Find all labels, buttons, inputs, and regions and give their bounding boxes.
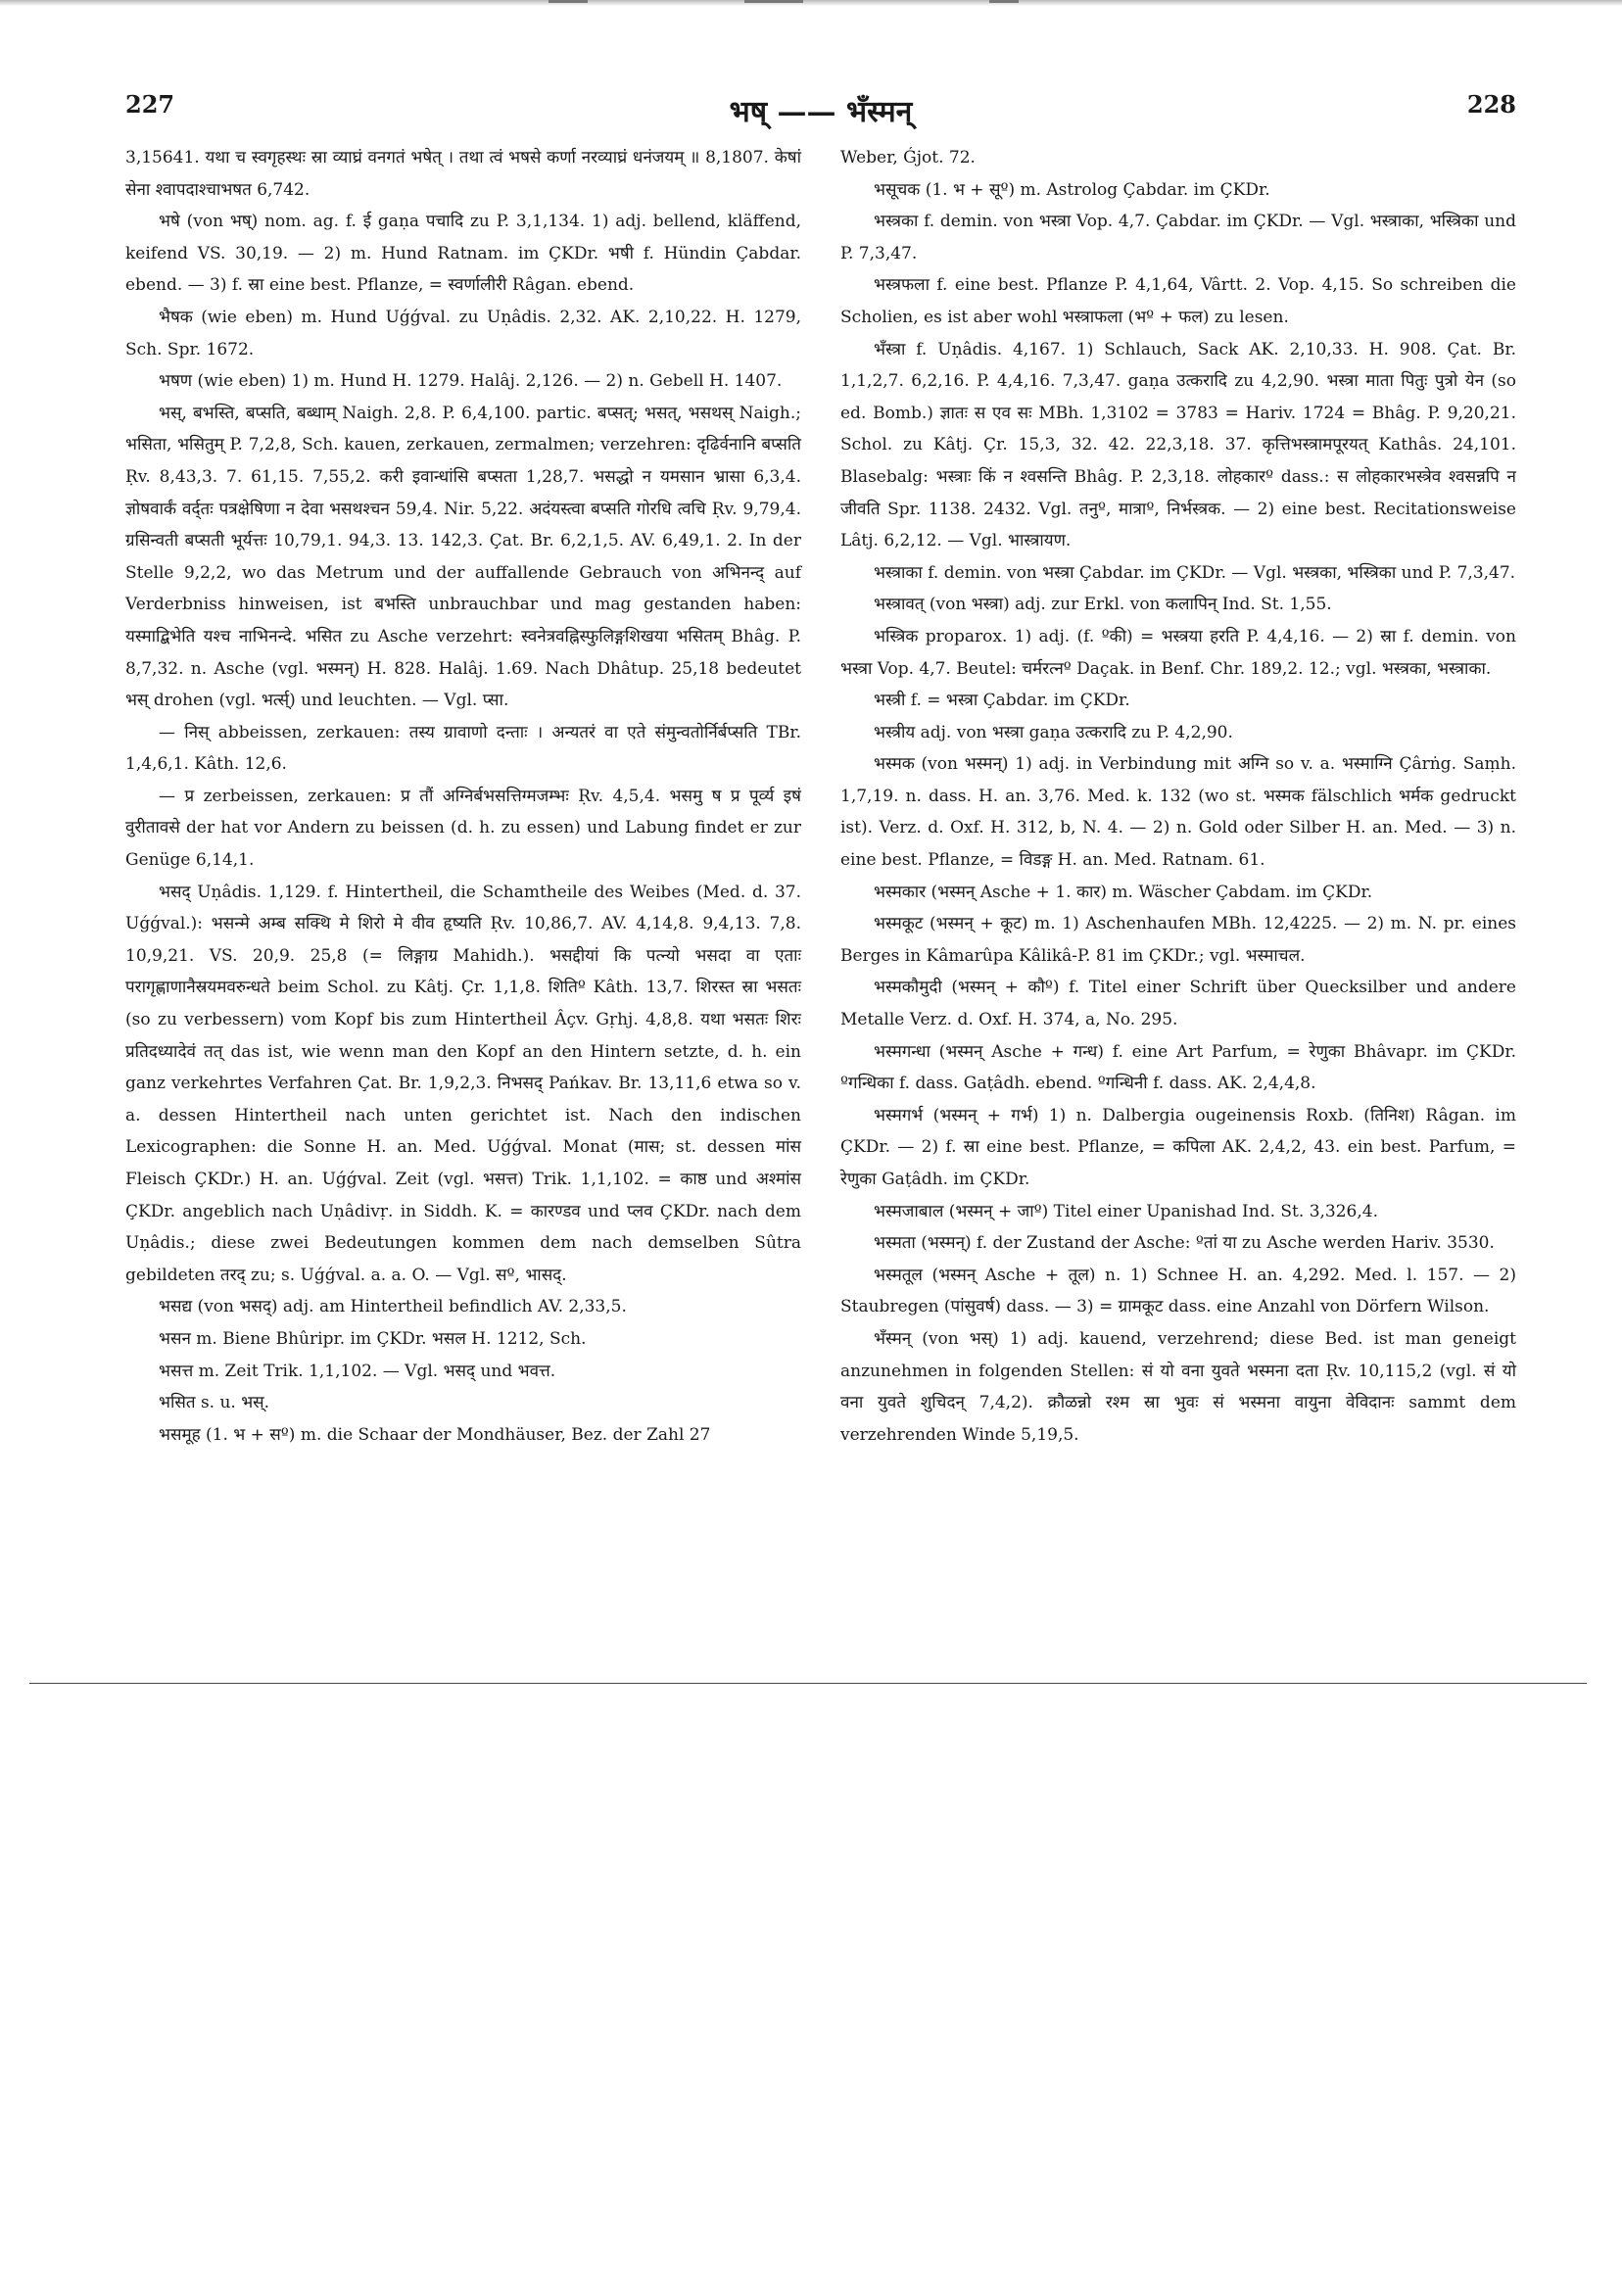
entry-text: भस्मकार (भस्मन् Asche + 1. कार) m. Wäscher Çabdam. im ÇKDr. — [874, 882, 1373, 902]
entry-text: भैषक (wie eben) m. Hund Uǵǵval. zu Uṇâdis. 2,32. AK. 2,10,22. H. 1279, Sch. Spr. 1672. — [125, 307, 801, 359]
page-number-left: 227 — [125, 90, 175, 119]
entry-text: भस्त्रावत् (von भस्त्रा) adj. zur Erkl. von कलापिन् Ind. St. 1,55. — [874, 595, 1332, 615]
entry-text: भसद् Uṇâdis. 1,129. f. Hintertheil, die Schamtheile des Weibes (Med. d. 37. Uǵǵval.): भसन्मे अम्ब सक्थि मे शिरो मे वीव हृष्यति Ṛv. 10,86,7. AV. 4,14,8. 9,4,13. 7,8. 10,9,21. VS. 20,9. 25,8 (= लिङ्गाग्र Mahidh.). भसद्दीयां कि पत्न्यो भसदा वा एताः परागृह्णाणानैस्रयमवरुन्धते beim Schol. zu Kâtj. Çr. 1,1,8. शितिº Kâth. 13,7. शिरस्त स्रा भसतः (so zu verbessern) vom Kopf bis zum Hintertheil Âçv. Gṛhj. 4,8,8. यथा भसतः शिरः प्रतिदध्यादेवं तत् das ist, wie wenn man den Kopf an den Hintern setzte, d. h. ein ganz verkehrtes Verfahren Çat. Br. 1,9,2,3. निभसद् Pańkav. Br. 13,11,6 etwa so v. a. dessen Hintertheil nach unten gerichtet ist. Nach den indischen Lexicographen: die Sonne H. an. Med. Uǵǵval. Monat (मास; st. dessen मांस Fleisch ÇKDr.) H. an. Uǵǵval. Zeit (vgl. भसत्त) Trik. 1,1,102. = काष्ठ und अश्मांस ÇKDr. angeblich nach Uṇâdivṛ. in Siddh. K. = कारण्डव und प्लव ÇKDr. nach dem Uṇâdis.; diese zwei Bedeutungen kommen dem nach demselben Sûtra gebildeten तरद् zu; s. Uǵǵval. a. a. O. — Vgl. सº, भासद्. — [125, 882, 801, 1285]
bottom-rule — [29, 1683, 1587, 1684]
entry-text: भषे (von भष्) nom. ag. f. ई gaṇa पचादि zu P. 3,1,134. 1) adj. bellend, kläffend, keifend VS. 30,19. — 2) m. Hund Ratnam. im ÇKDr. भषी f. Hündin Çabdar. ebend. — 3) f. स्रा eine best. Pflanze, = स्वर्णालीरी Râgan. ebend. — [125, 212, 801, 296]
entry-text: भस्त्रिक proparox. 1) adj. (f. ºकी) = भस्त्रया हरति P. 4,4,16. — 2) स्रा f. demin. von भस्त्रा Vop. 4,7. Beutel: चर्मरत्नº Daçak. in Benf. Chr. 189,2. 12.; vgl. भस्त्रका, भस्त्राका. — [840, 626, 1516, 679]
entry-text: भसमूह (1. भ + सº) m. die Schaar der Mondhäuser, Bez. der Zahl 27 — [159, 1424, 711, 1445]
entry-text: भषण (wie eben) 1) m. Hund H. 1279. Halâj. 2,126. — 2) n. Gebell H. 1407. — [159, 371, 783, 392]
entry-text: Weber, Ǵjot. 72. — [840, 148, 976, 167]
entry-text: भस्त्राका f. demin. von भस्त्रा Çabdar. im ÇKDr. — Vgl. भस्त्रका, भस्त्रिका und P. 7,3,47. — [874, 562, 1516, 583]
entry-text: भस्मजाबाल (भस्मन् + जाº) Titel einer Upanishad Ind. St. 3,326,4. — [874, 1201, 1378, 1221]
scan-mark — [989, 0, 1019, 3]
entry-text: भस्त्रफला f. eine best. Pflanze P. 4,1,64, Vârtt. 2. Vop. 4,15. So schreiben die Scholien, es ist aber wohl भस्त्राफला (भº + फल) zu lesen. — [840, 275, 1516, 327]
scan-mark — [549, 0, 588, 3]
page-number-right: 228 — [1466, 90, 1516, 119]
entry-text: भसन m. Biene Bhûripr. im ÇKDr. भसल H. 1212, Sch. — [159, 1328, 587, 1349]
entry-text: भस्मता (भस्मन्) f. der Zustand der Asche: ºतां या zu Asche werden Hariv. 3530. — [874, 1233, 1495, 1254]
right-column — [840, 142, 1516, 1451]
entry-text: — निस् abbeissen, zerkauen: तस्य ग्रावाणो दन्ताः । अन्यतरं वा एते संमुन्वतोर्निर्बप्सति TBr. 1,4,6,1. Kâth. 12,6. — [125, 722, 801, 775]
page-title: भष् —— भँस्मन् — [729, 95, 913, 129]
entry-text: भस्मकूट (भस्मन् + कूट) m. 1) Aschenhaufen MBh. 12,4225. — 2) m. N. pr. eines Berges in Kâmarûpa Kâlikâ-P. 81 im ÇKDr.; vgl. भस्माचल. — [840, 914, 1516, 966]
entry-text: भसत्त m. Zeit Trik. 1,1,102. — Vgl. भसद् und भवत्त. — [159, 1361, 556, 1381]
entry-text: भस्मगर्भ (भस्मन् + गर्भ) 1) n. Dalbergia ougeinensis Roxb. (तिनिश) Râgan. im ÇKDr. — 2) f. स्रा eine best. Pflanze, = कपिला AK. 2,4,2, 43. ein best. Parfum, = रेणुका Gaṭâdh. im ÇKDr. — [840, 1105, 1516, 1189]
entry-text: भस्, बभस्ति, बप्सति, बब्धाम् Naigh. 2,8. P. 6,4,100. partic. बप्सत्; भसत्, भसथस् Naigh.; भसिता, भसितुम् P. 7,2,8, Sch. kauen, zerkauen, zermalmen; verzehren: दृढिर्वनानि बप्सति Ṛv. 8,43,3. 7. 61,15. 7,55,2. करी इवान्धांसि बप्सता 1,28,7. भसद्धो न यमसान भ्रासा 6,3,4. ज्ञोषवार्कं वर्द्तः पत्रक्षेषिणा न देवा भसथश्चन 59,4. Nir. 5,22. अदंयस्त्वा बप्सति गोरधि त्वचि Ṛv. 9,79,4. ग्रसिन्वती बप्सती भूर्यत्तः 10,79,1. 94,3. 13. 142,3. Çat. Br. 6,2,1,5. AV. 6,49,1. 2. In der Stelle 9,2,2, wo das Metrum und der auffallende Gebrauch von अभिनन्द् auf Verderbniss hinweisen, ist बभस्ति unbrauchbar und mag gestanden haben: यस्माद्बिभेति यश्च नाभिनन्दे. भसित zu Asche verzehrt: स्वनेत्रवह्निस्फुलिङ्गशिखया भसितम् Bhâg. P. 8,7,32. n. Asche (vgl. भस्मन्) H. 828. Halâj. 1.69. Nach Dhâtup. 25,18 bedeutet भस् drohen (vgl. भर्त्स्) und leuchten. — Vgl. प्सा. — [125, 403, 801, 711]
entry-text: भस्त्रका f. demin. von भस्त्रा Vop. 4,7. Çabdar. im ÇKDr. — Vgl. भस्त्राका, भस्त्रिका und P. 7,3,47. — [840, 212, 1516, 263]
entry-text: भसित s. u. भस्. — [159, 1393, 270, 1413]
entry-text: भँस्त्रा f. Uṇâdis. 4,167. 1) Schlauch, Sack AK. 2,10,33. H. 908. Çat. Br. 1,1,2,7. 6,2,16. P. 4,4,16. 7,3,47. gaṇa उत्करादि zu 4,2,90. भस्त्रा माता पितुः पुत्रो येन (so ed. Bomb.) ज्ञातः स एव सः MBh. 1,3102 = 3783 = Hariv. 1724 = Bhâg. P. 9,20,21. Schol. zu Kâtj. Çr. 15,3, 32. 42. 22,3,18. 37. कृत्तिभस्त्रामपूरयत् Kathâs. 24,101. Blasebalg: भस्त्राः किं न श्वसन्ति Bhâg. P. 2,3,18. लोहकारº dass.: स लोहकारभस्त्रेव श्वसन्नपि न जीवति Spr. 1138. 2432. Vgl. तनुº, मात्राº, निर्भस्त्रक. — 2) eine best. Recitationsweise Lâtj. 6,2,12. — Vgl. भास्त्रायण. — [840, 339, 1516, 551]
entry-text: भस्मतूल (भस्मन् Asche + तूल) n. 1) Schnee H. an. 4,292. Med. l. 157. — 2) Staubregen (पांसुवर्ष) dass. — 3) = ग्रामकूट dass. eine Anzahl von Dörfern Wilson. — [840, 1265, 1516, 1317]
left-column — [125, 142, 801, 1451]
entry-text: — प्र zerbeissen, zerkauen: प्र तौं अग्निर्बभसत्तिग्मजम्भः Ṛv. 4,5,4. भसमु ष प्र पूर्व्य इषं वुरीतावसे der hat vor Andern zu beissen (d. h. zu essen) und Labung findet er zur Genüge 6,14,1. — [125, 786, 801, 871]
scan-edge — [0, 0, 1622, 6]
entry-text: भसद्य (von भसद्) adj. am Hintertheil befindlich AV. 2,33,5. — [159, 1297, 627, 1317]
entry-text: 3,15641. यथा च स्वगृहस्थः स्रा व्याघ्रं वनगतं भषेत् । तथा त्वं भषसे कर्णा नरव्याघ्रं धनंजयम् ॥ 8,1807. केषां सेना श्वापदाश्चाभषत 6,742. — [125, 148, 801, 200]
entry-text: भसूचक (1. भ + सूº) m. Astrolog Çabdar. im ÇKDr. — [874, 179, 1270, 200]
entry-text: भँस्मन् (von भस्) 1) adj. kauend, verzehrend; diese Bed. ist man geneigt anzunehmen in folgenden Stellen: सं यो वना युवते भस्मना दता Ṛv. 10,115,2 (vgl. सं यो वना युवते शुचिदन् 7,4,2). क्रौळन्नो रश्म स्रा भुवः सं भस्मना वायुना वेविदानः sammt dem verzehrenden Winde 5,19,5. — [840, 1328, 1516, 1445]
entry-text: भस्त्री f. = भस्त्रा Çabdar. im ÇKDr. — [874, 691, 1130, 711]
scan-mark — [744, 0, 803, 3]
page-header — [125, 90, 1516, 129]
entry-text: भस्मगन्धा (भस्मन् Asche + गन्ध) f. eine Art Parfum, = रेणुका Bhâvapr. im ÇKDr. ºगन्धिका f. dass. Gaṭâdh. ebend. ºगन्धिनी f. dass. AK. 2,4,4,8. — [840, 1041, 1516, 1094]
entry-text: भस्मकौमुदी (भस्मन् + कौº) f. Titel einer Schrift über Quecksilber und andere Metalle Verz. d. Oxf. H. 374, a, No. 295. — [840, 978, 1516, 1030]
entry-text: भस्त्रीय adj. von भस्त्रा gaṇa उत्करादि zu P. 4,2,90. — [874, 722, 1233, 742]
entry-text: भस्मक (von भस्मन्) 1) adj. in Verbindung mit अग्नि so v. a. भस्माग्नि Çârṅg. Saṃh. 1,7,19. n. dass. H. an. 3,76. Med. k. 132 (wo st. भस्मक fälschlich भर्मक gedruckt ist). Verz. d. Oxf. H. 312, b, N. 4. — 2) n. Gold oder Silber H. an. Med. — 3) n. eine best. Pflanze, = विडङ्ग H. an. Med. Ratnam. 61. — [840, 754, 1516, 871]
